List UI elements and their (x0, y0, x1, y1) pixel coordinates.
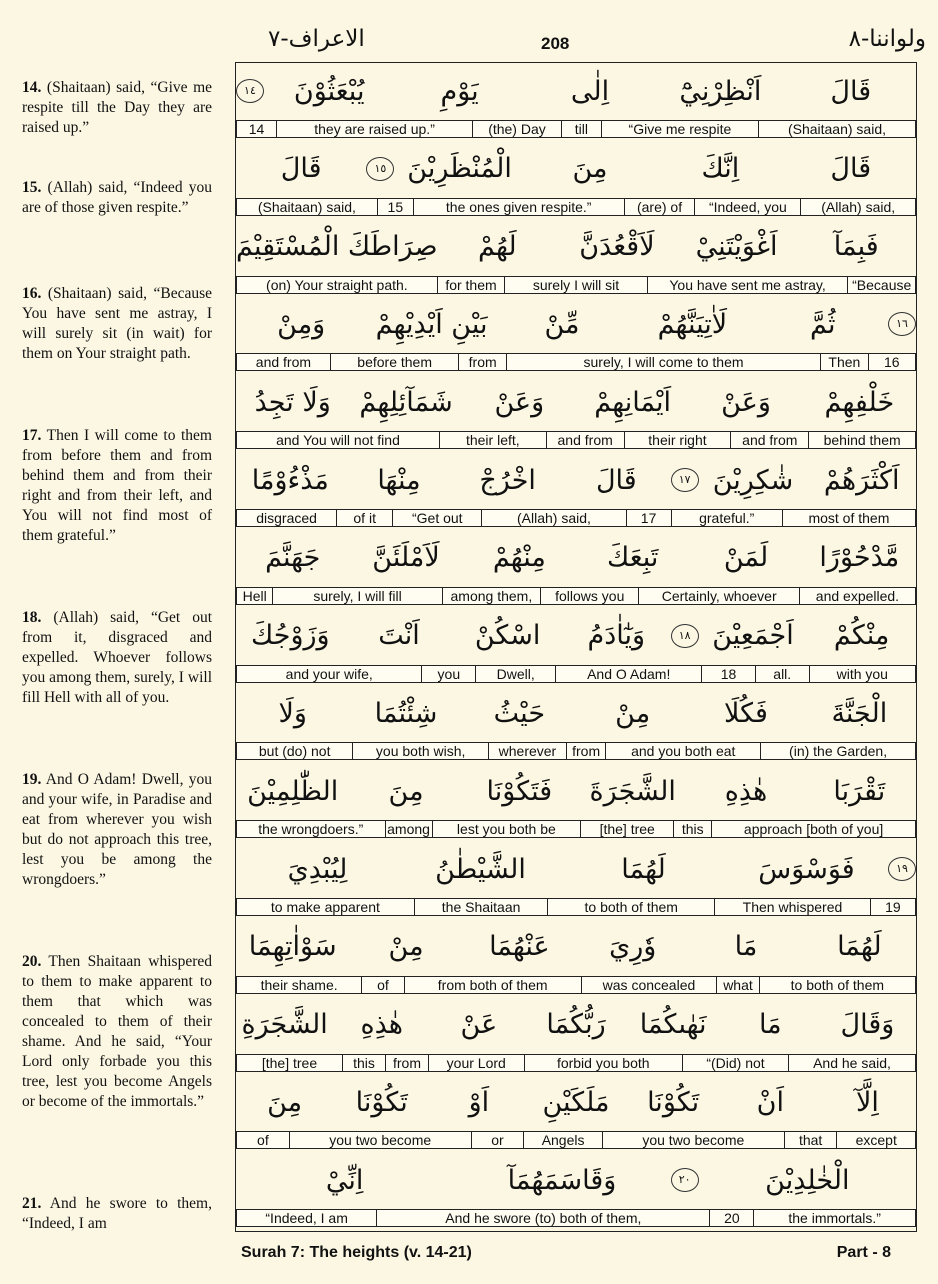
arabic-word: يُبْعَثُوْنَ (293, 75, 365, 107)
english-gloss-line (236, 120, 916, 138)
english-gloss-cell: among them, (442, 587, 540, 605)
arabic-word: فَتَكُوْنَا (486, 775, 553, 807)
part-label: Part - 8 (836, 1244, 891, 1261)
ayah-number-cell: 15 (377, 198, 413, 216)
english-gloss-cell: [the] tree (236, 1054, 342, 1072)
english-gloss-line (236, 742, 916, 760)
arabic-line (236, 530, 916, 586)
ayah-number-marker: ١٦ (888, 312, 916, 336)
english-gloss-line (236, 1131, 916, 1149)
english-gloss-cell: most of them (782, 509, 916, 527)
arabic-line (236, 608, 916, 664)
page-footer (241, 1244, 891, 1262)
english-gloss-cell: (in) the Garden, (760, 742, 916, 760)
english-gloss-cell: from both of them (404, 976, 581, 994)
ayah-number-cell: 17 (626, 509, 671, 527)
arabic-word: وَقَاسَمَهُمَآ (507, 1164, 617, 1196)
arabic-word: الْخٰلِدِيْنَ (765, 1164, 850, 1196)
english-gloss-cell: for them (437, 276, 505, 294)
arabic-word: مِنَ (388, 775, 424, 807)
arabic-word: تَكُوْنَا (355, 1086, 408, 1118)
arabic-word: شِئْتُمَا (374, 697, 438, 729)
arabic-word: اَنْتَ (378, 620, 420, 652)
english-gloss-line (236, 509, 916, 527)
arabic-word: تَقْرَبَا (833, 775, 886, 807)
english-gloss-cell: You have sent me astray, (647, 276, 848, 294)
arabic-word: اَكْثَرَهُمْ (823, 464, 900, 496)
arabic-line (236, 63, 916, 119)
english-gloss-cell: (Shaitaan) said, (236, 198, 377, 216)
arabic-word: الْجَنَّةَ (831, 697, 888, 729)
ayah-number-marker: ٢٠ (671, 1168, 699, 1192)
english-gloss-cell: and you both eat (605, 742, 760, 760)
arabic-word: الْمُنْظَرِيْنَ (407, 153, 512, 185)
arabic-word: قَالَ (280, 153, 322, 185)
english-gloss-cell: behind them (808, 431, 916, 449)
arabic-line (236, 452, 916, 508)
arabic-line (236, 685, 916, 741)
english-gloss-cell: (the) Day (472, 120, 561, 138)
arabic-word: قَالَ (830, 75, 872, 107)
english-gloss-cell: and from (236, 353, 330, 371)
arabic-word: مِنْ (388, 931, 424, 963)
ayah-number-marker: ١٨ (671, 624, 699, 648)
arabic-word: جَهَنَّمَ (265, 542, 321, 574)
ayah-number-cell: 18 (701, 665, 755, 683)
arabic-word: فَوَسْوَسَ (758, 853, 855, 885)
english-gloss-cell: And he said, (788, 1054, 916, 1072)
arabic-word: مِنْكُمْ (833, 620, 890, 652)
arabic-word: بَيْنِ اَيْدِيْهِمْ (375, 308, 488, 340)
arabic-word: قَالَ (595, 464, 637, 496)
arabic-word: ثُمَّ (810, 308, 836, 340)
arabic-word: وَلَا (278, 697, 307, 729)
ayah-number-cell: 16 (868, 353, 916, 371)
arabic-word: اسْكُنْ (474, 620, 541, 652)
arabic-line (236, 219, 916, 275)
english-gloss-cell: “Because (847, 276, 916, 294)
arabic-word: اَنْ (756, 1086, 784, 1118)
english-gloss-cell: Dwell, (475, 665, 555, 683)
english-gloss-cell: Then whispered (714, 898, 870, 916)
english-gloss-cell: (Shaitaan) said, (758, 120, 916, 138)
arabic-word: يَوْمِ (440, 75, 479, 107)
arabic-word: مِنْهُمْ (492, 542, 546, 574)
arabic-word: اِنَّكَ (701, 153, 740, 185)
arabic-word: اَوْ (468, 1086, 490, 1118)
english-gloss-cell: to both of them (547, 898, 714, 916)
english-gloss-cell: their right (624, 431, 731, 449)
arabic-word: عَنْ (460, 1009, 498, 1041)
arabic-word: اَيْمَانِهِمْ (594, 386, 672, 418)
verse-translation-21: 21. And he swore to them, “Indeed, I am (22, 1195, 212, 1232)
english-gloss-cell: “Indeed, I am (236, 1209, 376, 1227)
arabic-word: خَلْفِهِمْ (824, 386, 895, 418)
arabic-word: لَاَمْلَئَنَّ (372, 542, 440, 574)
english-gloss-line (236, 820, 916, 838)
ayah-number-cell: 20 (709, 1209, 753, 1227)
english-gloss-cell: what (716, 976, 758, 994)
arabic-line (236, 997, 916, 1053)
english-gloss-line (236, 1209, 916, 1227)
english-gloss-cell: but (do) not (236, 742, 352, 760)
arabic-word: نَهٰىكُمَا (639, 1009, 707, 1041)
arabic-word: لَاٰتِيَنَّهُمْ (657, 308, 728, 340)
arabic-word: مَا (734, 931, 758, 963)
arabic-line (236, 296, 916, 352)
english-gloss-cell: “Indeed, you (694, 198, 800, 216)
english-gloss-cell: Certainly, whoever (638, 587, 798, 605)
surah-name-arabic: الاعراف-٧ (268, 26, 365, 52)
arabic-word: قَالَ (830, 153, 872, 185)
arabic-word: اِنِّيْ (325, 1164, 364, 1196)
arabic-word: الشَّيْطٰنُ (435, 853, 526, 885)
verse-translation-18: 18. (Allah) said, “Get out from it, disgraced and expelled. Whoever follows you among them, surely, I will fill Hell with all of you. (22, 609, 212, 706)
english-gloss-cell: And he swore (to) both of them, (376, 1209, 709, 1227)
arabic-word: مِنَ (267, 1086, 303, 1118)
english-gloss-line (236, 431, 916, 449)
english-gloss-line (236, 276, 916, 294)
english-gloss-cell: that (784, 1131, 837, 1149)
english-gloss-cell: wherever (488, 742, 566, 760)
english-gloss-cell: and your wife, (236, 665, 421, 683)
arabic-word: وَقَالَ (840, 1009, 895, 1041)
arabic-word: لَاَقْعُدَنَّ (579, 231, 655, 263)
english-gloss-cell: lest you both be (432, 820, 581, 838)
english-gloss-cell: the wrongdoers.” (236, 820, 385, 838)
english-gloss-line (236, 198, 916, 216)
arabic-word: وَمِنْ (277, 308, 326, 340)
arabic-word: وٗرِيَ (609, 931, 657, 963)
arabic-line (236, 141, 916, 197)
verse-translation-14: 14. (Shaitaan) said, “Give me respite till the Day they are raised up.” (22, 79, 212, 136)
english-gloss-cell: of (236, 1131, 289, 1149)
english-gloss-cell: forbid you both (524, 1054, 683, 1072)
english-gloss-cell: “Give me respite (601, 120, 758, 138)
english-gloss-cell: and from (730, 431, 808, 449)
english-gloss-cell: follows you (540, 587, 638, 605)
english-gloss-cell: grateful.” (671, 509, 782, 527)
english-gloss-cell: surely, I will fill (272, 587, 441, 605)
english-gloss-cell: you both wish, (352, 742, 488, 760)
arabic-word: مَلَكَيْنِ (542, 1086, 610, 1118)
english-gloss-cell: (on) Your straight path. (236, 276, 437, 294)
english-gloss-cell: and from (546, 431, 624, 449)
verse-translation-17: 17. Then I will come to them from before them and from behind them and from their right and from their left, and You will not find most of them grateful.” (22, 427, 212, 544)
english-gloss-cell: or (471, 1131, 524, 1149)
english-gloss-cell: and You will not find (236, 431, 439, 449)
english-gloss-cell: you two become (289, 1131, 471, 1149)
arabic-line (236, 374, 916, 430)
arabic-word: وَيٰٓاٰدَمُ (587, 620, 646, 652)
arabic-word: لَهُمَا (621, 853, 666, 885)
arabic-word: لَهُمَا (837, 931, 882, 963)
english-gloss-cell: you two become (602, 1131, 784, 1149)
english-gloss-cell: of it (336, 509, 392, 527)
arabic-word: لِيُبْدِيَ (287, 853, 348, 885)
arabic-word: اخْرُجْ (479, 464, 536, 496)
arabic-word: الظّٰلِمِيْنَ (247, 775, 339, 807)
arabic-word: حَيْثُ (493, 697, 546, 729)
page-number: 208 (541, 34, 570, 53)
arabic-word: سَوْاٰتِهِمَا (248, 931, 337, 963)
arabic-word: وَعَنْ (494, 386, 545, 418)
english-gloss-cell: except (836, 1131, 916, 1149)
english-gloss-cell: this (342, 1054, 385, 1072)
english-gloss-cell: approach [both of you] (711, 820, 916, 838)
word-by-word-grid (235, 62, 917, 1232)
ayah-number-marker: ١٩ (888, 857, 916, 881)
arabic-word: مِنَ (572, 153, 608, 185)
arabic-word: اَغْوَيْتَنِيْ (695, 231, 778, 263)
arabic-word: وَلَا تَجِدُ (254, 386, 331, 418)
verse-translation-15: 15. (Allah) said, “Indeed you are of those given respite.” (22, 179, 212, 216)
arabic-word: لَهُمْ (477, 231, 517, 263)
arabic-word: مِنْ (615, 697, 651, 729)
verse-translation-16: 16. (Shaitaan) said, “Because You have sent me astray, I will surely sit (in wait) for them on Your straight path. (22, 285, 212, 362)
arabic-word: مَذْءُوْمًا (251, 464, 329, 496)
juz-name-arabic: ولواننا-٨ (848, 26, 926, 52)
english-gloss-cell: with you (809, 665, 916, 683)
arabic-word: عَنْهُمَا (489, 931, 550, 963)
arabic-word: وَعَنْ (721, 386, 771, 418)
english-gloss-cell: to make apparent (236, 898, 414, 916)
english-gloss-cell: from (458, 353, 505, 371)
english-gloss-line (236, 898, 916, 916)
verse-translation-19: 19. And O Adam! Dwell, you and your wife, in Paradise and eat from wherever you wish but do not approach this tree, lest you be among the wrongdoers.” (22, 771, 212, 888)
english-gloss-cell: And O Adam! (555, 665, 701, 683)
arabic-word: تَبِعَكَ (606, 542, 659, 574)
english-gloss-cell: (are) of (624, 198, 695, 216)
english-gloss-line (236, 353, 916, 371)
arabic-word: اِلٰى (570, 75, 610, 107)
english-gloss-cell: Angels (523, 1131, 602, 1149)
english-gloss-cell: surely I will sit (504, 276, 646, 294)
english-gloss-cell: was concealed (581, 976, 717, 994)
english-gloss-line (236, 1054, 916, 1072)
english-gloss-cell: Hell (236, 587, 272, 605)
english-gloss-cell: the immortals.” (753, 1209, 916, 1227)
arabic-word: لَمَنْ (723, 542, 769, 574)
arabic-word: الشَّجَرَةَ (589, 775, 676, 807)
english-gloss-cell: from (385, 1054, 428, 1072)
arabic-word: شَمَآئِلِهِمْ (359, 386, 453, 418)
arabic-word: مِّنْ (544, 308, 580, 340)
english-gloss-cell: (Allah) said, (800, 198, 916, 216)
english-gloss-cell: till (561, 120, 601, 138)
english-gloss-cell: and expelled. (799, 587, 916, 605)
arabic-line (236, 841, 916, 897)
ayah-number-cell: 14 (236, 120, 276, 138)
arabic-line (236, 763, 916, 819)
english-gloss-cell: the ones given respite.” (413, 198, 624, 216)
arabic-word: اَنْظِرْنِيْٓ (679, 75, 762, 107)
arabic-line (236, 1152, 916, 1208)
arabic-word: مِنْهَا (377, 464, 421, 496)
arabic-word: اَجْمَعِيْنَ (712, 620, 794, 652)
english-gloss-cell: they are raised up.” (276, 120, 472, 138)
english-gloss-cell: this (673, 820, 711, 838)
english-gloss-cell: “(Did) not (682, 1054, 788, 1072)
surah-reference: Surah 7: The heights (v. 14-21) (241, 1244, 472, 1261)
page-header (0, 0, 938, 60)
english-gloss-cell: (Allah) said, (481, 509, 625, 527)
arabic-word: فَكُلَا (724, 697, 768, 729)
english-gloss-cell: before them (330, 353, 459, 371)
arabic-word: مَّدْحُوْرًا (819, 542, 900, 574)
english-gloss-cell: to both of them (759, 976, 916, 994)
english-gloss-cell: among (385, 820, 432, 838)
arabic-line (236, 1074, 916, 1130)
arabic-word: شٰكِرِيْنَ (712, 464, 794, 496)
english-gloss-cell: disgraced (236, 509, 336, 527)
english-gloss-cell: their left, (439, 431, 546, 449)
english-gloss-cell: “Get out (392, 509, 481, 527)
arabic-word: اِلَّآ (855, 1086, 879, 1118)
english-gloss-cell: their shame. (236, 976, 361, 994)
english-gloss-cell: you (421, 665, 475, 683)
english-gloss-cell: the Shaitaan (414, 898, 548, 916)
verse-translation-20: 20. Then Shaitaan whispered to them to make apparent to them that which was concealed to them of their shame. And he said, “Your Lord only forbade you this tree, lest you become Angels or become of the immortals.” (22, 953, 212, 1110)
ayah-number-cell: 19 (870, 898, 916, 916)
arabic-word: هٰذِهِ (360, 1009, 403, 1041)
ayah-number-marker: ١٥ (366, 157, 394, 181)
arabic-word: الشَّجَرَةِ (241, 1009, 328, 1041)
arabic-word: فَبِمَآ (833, 231, 879, 263)
english-gloss-cell: of (361, 976, 403, 994)
ayah-number-marker: ١٤ (236, 79, 264, 103)
english-gloss-cell: [the] tree (580, 820, 673, 838)
english-gloss-cell: your Lord (428, 1054, 524, 1072)
arabic-word: تَكُوْنَا (647, 1086, 700, 1118)
english-gloss-cell: surely, I will come to them (506, 353, 820, 371)
english-gloss-line (236, 587, 916, 605)
english-gloss-line (236, 976, 916, 994)
arabic-word: هٰذِهِ (724, 775, 768, 807)
english-gloss-cell: all. (755, 665, 809, 683)
arabic-word: صِرَاطَكَ الْمُسْتَقِيْمَ (236, 231, 438, 263)
arabic-word: رَبُّكُمَا (546, 1009, 606, 1041)
english-gloss-line (236, 665, 916, 683)
arabic-word: مَا (758, 1009, 782, 1041)
arabic-line (236, 919, 916, 975)
ayah-number-marker: ١٧ (671, 468, 699, 492)
arabic-word: وَزَوْجُكَ (251, 620, 330, 652)
english-gloss-cell: from (566, 742, 605, 760)
english-gloss-cell: Then (820, 353, 867, 371)
